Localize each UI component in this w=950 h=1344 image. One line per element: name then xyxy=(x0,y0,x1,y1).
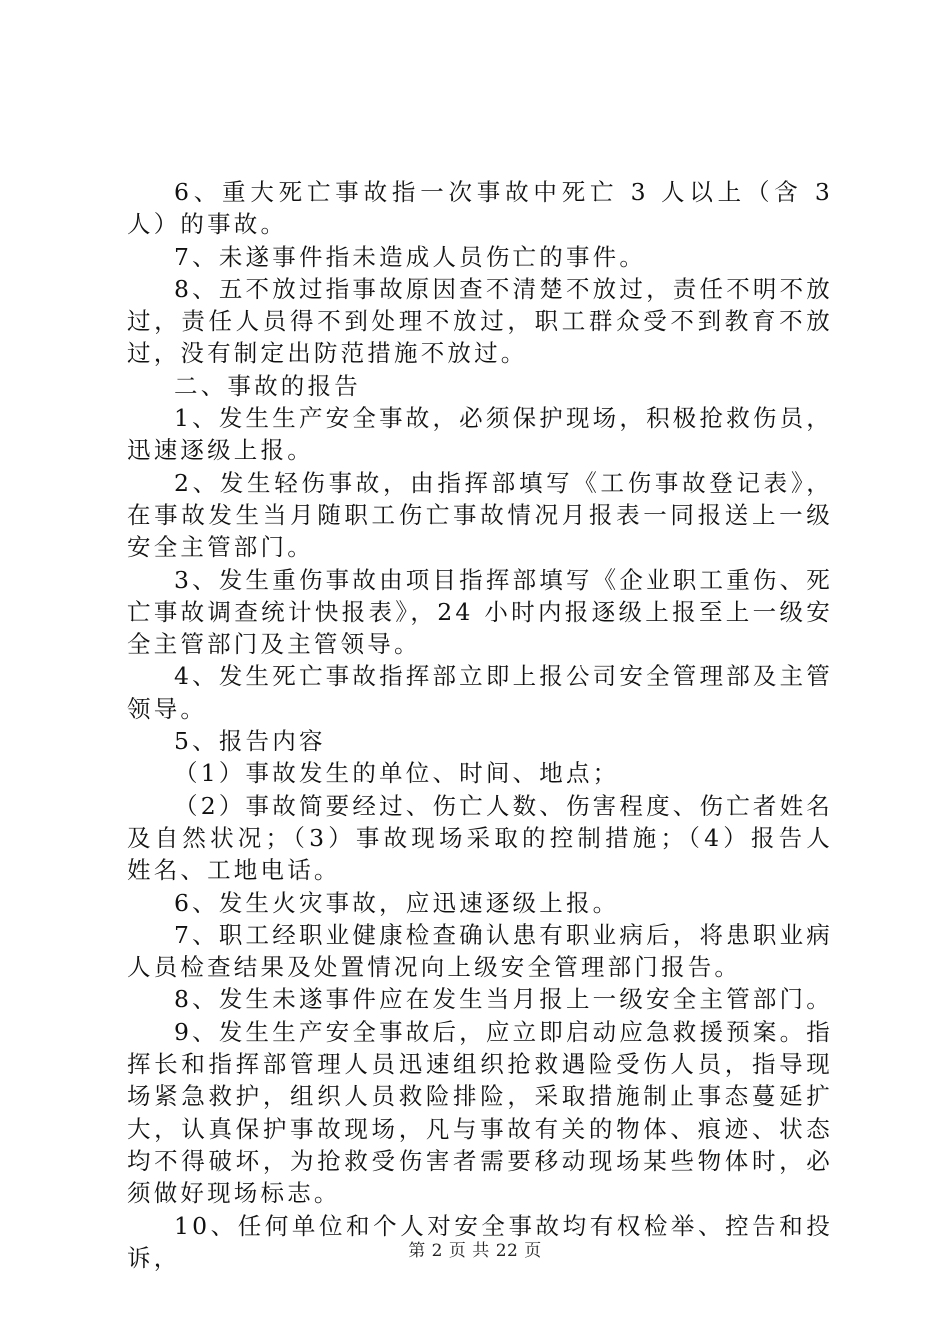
paragraph-report-1: 1、发生生产安全事故，必须保护现场，积极抢救伤员，迅速逐级上报。 xyxy=(127,404,833,465)
paragraph-report-content-1: （1）事故发生的单位、时间、地点； xyxy=(174,759,620,788)
paragraph-report-2: 2、发生轻伤事故，由指挥部填写《工伤事故登记表》，在事故发生当月随职工伤亡事故情况月报表一同报送上一级安全主管部门。 xyxy=(127,468,833,562)
paragraph-report-6: 6、发生火灾事故，应迅速逐级上报。 xyxy=(174,888,620,917)
paragraph-report-8: 8、发生未遂事件应在发生当月报上一级安全主管部门。 xyxy=(174,985,833,1014)
paragraph-report-9: 9、发生生产安全事故后，应立即启动应急救援预案。指挥长和指挥部管理人员迅速组织抢救遇险受伤人员，指导现场紧急救护，组织人员救险排险，采取措施制止事态蔓延扩大，认真保护事故现场，凡与事故有关的物体、痕迹、状态均不得破坏，为抢救受伤害者需要移动现场某些物体时，必须做好现场标志。 xyxy=(127,1017,833,1208)
paragraph-report-content-2: （2）事故简要经过、伤亡人数、伤害程度、伤亡者姓名及自然状况；（3）事故现场采取的控制措施；（4）报告人姓名、工地电话。 xyxy=(127,791,833,885)
paragraph-item-6-fatal-accident: 6、重大死亡事故指一次事故中死亡 3 人以上（含 3 人）的事故。 xyxy=(127,178,833,239)
document-body xyxy=(127,176,833,1274)
paragraph-report-5: 5、报告内容 xyxy=(174,727,326,756)
section-heading-accident-report: 二、事故的报告 xyxy=(174,371,361,400)
paragraph-report-7: 7、职工经职业健康检查确认患有职业病后，将患职业病人员检查结果及处置情况向上级安全管理部门报告。 xyxy=(127,920,833,982)
paragraph-item-8-five-nots: 8、五不放过指事故原因查不清楚不放过，责任不明不放过，责任人员得不到处理不放过，职工群众受不到教育不放过，没有制定出防范措施不放过。 xyxy=(127,274,833,368)
paragraph-item-7-near-miss: 7、未遂事件指未造成人员伤亡的事件。 xyxy=(174,242,647,271)
paragraph-report-3: 3、发生重伤事故由项目指挥部填写《企业职工重伤、死亡事故调查统计快报表》，24 小时内报逐级上报至上一级安全主管部门及主管领导。 xyxy=(127,565,833,659)
paragraph-report-4: 4、发生死亡事故指挥部立即上报公司安全管理部及主管领导。 xyxy=(127,662,833,723)
page-footer: 第 2 页 共 22 页 xyxy=(408,1241,542,1261)
paragraph-report-10: 10、任何单位和个人对安全事故均有权检举、控告和投诉， xyxy=(127,1211,833,1272)
